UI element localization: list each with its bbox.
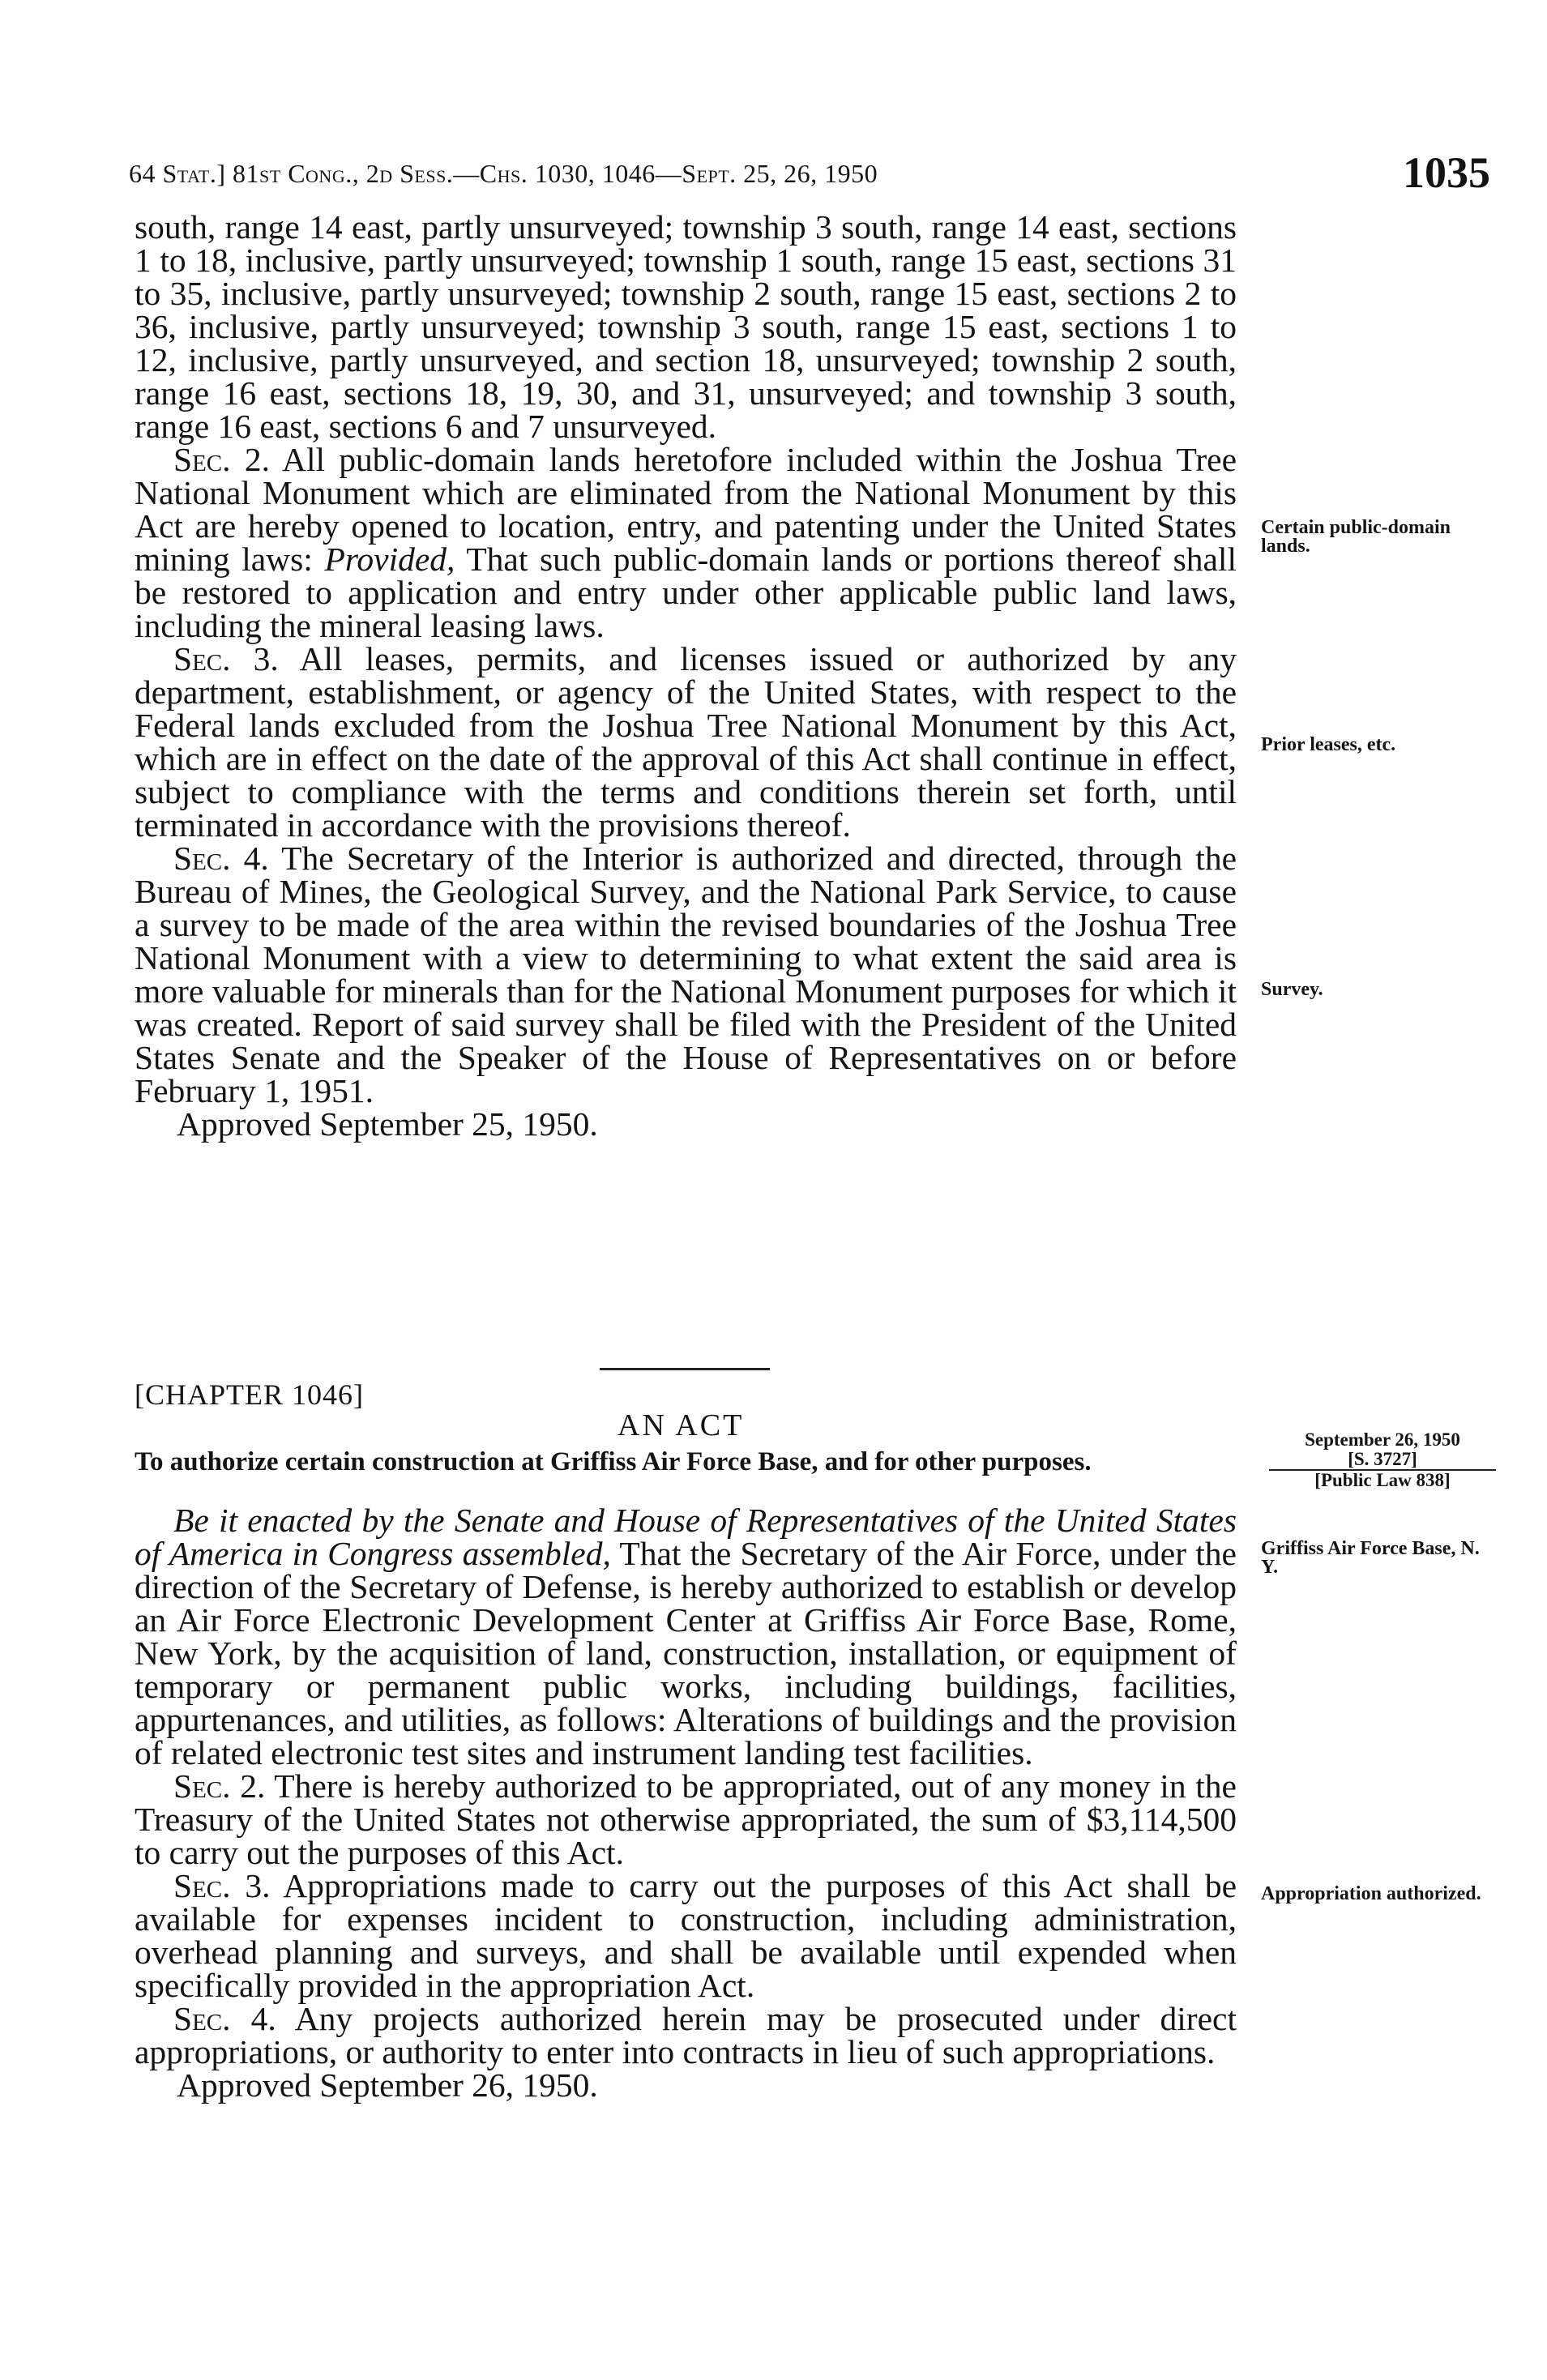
section-label: Sec. 3.	[173, 640, 279, 677]
section-text: All leases, permits, and licenses issued or authorized by any department, establishment, or agency of the United States, with respect to the Federal lands excluded from the Joshua Tree National Monument by this Act, which are in effect on the date of the approval of this Act shall continue in effect, subject to compliance with the terms and conditions therein set forth, until terminated in accordance with the provisions thereof.	[135, 640, 1237, 844]
margin-note-survey: Survey.	[1261, 979, 1323, 1000]
margin-note-public-domain: Certain public-domain lands.	[1261, 517, 1451, 557]
bill-number: [S. 3727]	[1269, 1450, 1496, 1471]
section-text: Any projects authorized herein may be prosecuted under direct appropriations, or authority to enter into contracts in lieu of such appropriations.	[135, 2000, 1237, 2070]
section-text: Appropriations made to carry out the purposes of this Act shall be available for expenses incident to construction, including administration, overhead planning and surveys, and shall be available until expended when specifically provided in the appropriation Act.	[135, 1867, 1237, 2004]
approval-date: Approved September 25, 1950.	[177, 1105, 598, 1143]
citation-header	[129, 159, 878, 189]
section-2-paragraph	[135, 1767, 1237, 1871]
chapter-1030-body	[135, 208, 1237, 1143]
act-heading: AN ACT	[618, 1408, 745, 1442]
page-number: 1035	[1403, 148, 1490, 197]
chapter-1046-body	[135, 1504, 1237, 2102]
section-text: That such public-domain lands or portions thereof shall be restored to application and entry under other applicable public land laws, including the mineral leasing laws.	[135, 541, 1237, 644]
enacting-clause: Be it enacted by the Senate and House of Representatives of the United States of America in Congress assembled,	[135, 1502, 1237, 1572]
public-law-number: [Public Law 838]	[1314, 1470, 1451, 1490]
section-label: Sec. 4.	[173, 2000, 276, 2037]
approval-date-block	[1261, 1430, 1504, 1490]
chapter-divider	[600, 1368, 770, 1370]
section-3-paragraph	[135, 1869, 1237, 2002]
enacting-paragraph	[135, 1504, 1237, 1770]
chapter-number: [CHAPTER 1046]	[135, 1378, 364, 1411]
margin-note-appropriation: Appropriation authorized.	[1261, 1883, 1481, 1904]
section-text: That the Secretary of the Air Force, under the direction of the Secretary of Defense, is hereby authorized to establish or develop an Air Force Electronic Development Center at Griffiss Air Force Base, Rome, New York, by the acquisition of land, construction, installation, or equipment of temporary or permanent public works, including buildings, facilities, appurtenances, and utilities, as follows: Alterations of buildings and the provision of related electronic test sites and instrument landing test facilities.	[135, 1535, 1237, 1771]
stat-citation: 64 Stat.]	[129, 159, 226, 188]
section-label: Sec. 2.	[173, 441, 270, 478]
proviso-keyword: Provided,	[324, 541, 455, 578]
section-label: Sec. 3.	[173, 1867, 271, 1904]
congress-session: 81st Cong., 2d Sess.—Chs. 1030, 1046—Sept. 25, 26, 1950	[233, 159, 878, 188]
approval-date: Approved September 26, 1950.	[177, 2066, 598, 2104]
section-label: Sec. 4.	[173, 840, 269, 877]
section-2-paragraph	[135, 443, 1237, 643]
continuation-paragraph: south, range 14 east, partly unsurveyed; township 3 south, range 14 east, sections 1 to 18, inclusive, partly unsurveyed; township 1 south, range 15 east, sections 31 to 35, inclusive, partly unsurveyed; township 2 south, range 15 east, sections 2 to 36, inclusive, partly unsurveyed; township 3 south, range 15 east, sections 1 to 12, inclusive, partly unsurveyed, and section 18, unsurveyed; township 2 south, range 16 east, sections 18, 19, 30, and 31, unsurveyed; and township 3 south, range 16 east, sections 6 and 7 unsurveyed.	[135, 208, 1237, 445]
margin-note-prior-leases: Prior leases, etc.	[1261, 734, 1396, 755]
section-text: The Secretary of the Interior is authorized and directed, through the Bureau of Mines, the Geological Survey, and the National Park Service, to cause a survey to be made of the area within the revised boundaries of the Joshua Tree National Monument with a view to determining to what extent the said area is more valuable for minerals than for the National Monument purposes for which it was created. Report of said survey shall be filed with the President of the United States Senate and the Speaker of the House of Representatives on or before February 1, 1951.	[135, 840, 1237, 1109]
margin-note-griffiss: Griffiss Air Force Base, N. Y.	[1261, 1538, 1480, 1578]
section-label: Sec. 2.	[173, 1767, 266, 1805]
section-4-paragraph	[135, 2002, 1237, 2069]
section-text: There is hereby authorized to be appropriated, out of any money in the Treasury of the United States not otherwise appropriated, the sum of $3,114,500 to carry out the purposes of this Act.	[135, 1767, 1237, 1871]
enactment-date: September 26, 1950	[1305, 1429, 1460, 1450]
act-purpose: To authorize certain construction at Griffiss Air Force Base, and for other purposes.	[135, 1447, 1092, 1476]
section-4-paragraph	[135, 842, 1237, 1108]
running-head	[129, 147, 1490, 204]
section-text: All public-domain lands heretofore included within the Joshua Tree National Monument which are eliminated from the National Monument by this Act are hereby opened to location, entry, and patenting under the United States mining laws:	[135, 441, 1237, 578]
section-3-paragraph	[135, 640, 1237, 844]
